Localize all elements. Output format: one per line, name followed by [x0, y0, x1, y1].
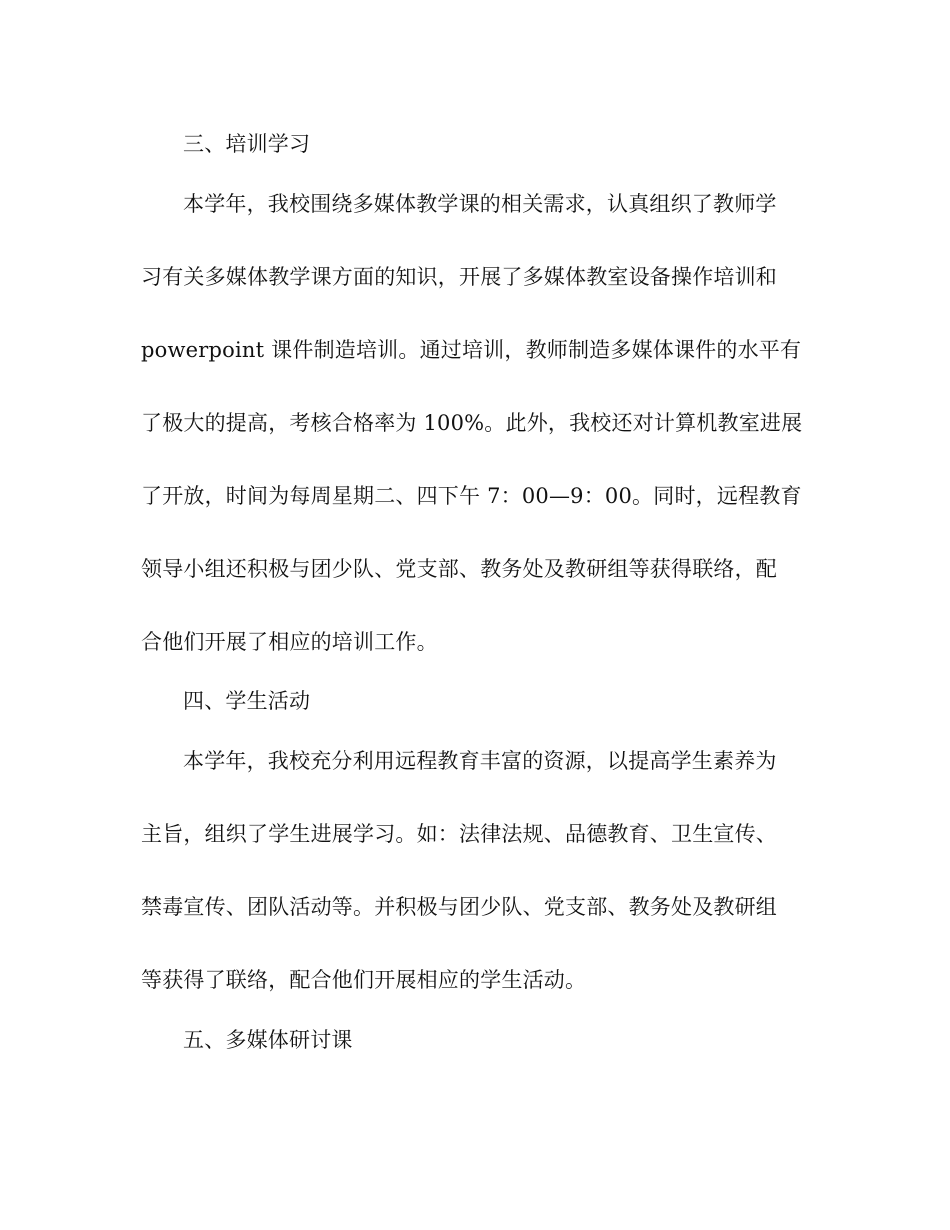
paragraph-line: 本学年，我校充分利用远程教育丰富的资源，以提高学生素养为 — [183, 749, 777, 773]
paragraph-line: 合他们开展了相应的培训工作。 — [141, 630, 438, 654]
heading-student-activities: 四、学生活动 — [183, 689, 311, 713]
paragraph-line: 主旨，组织了学生进展学习。如：法律法规、品德教育、卫生宣传、 — [141, 822, 777, 846]
paragraph-line: powerpoint 课件制造培训。通过培训，教师制造多媒体课件的水平有 — [141, 338, 802, 362]
heading-multimedia-seminar: 五、多媒体研讨课 — [183, 1028, 353, 1052]
paragraph-line: 了开放，时间为每周星期二、四下午 7：00—9：00。同时，远程教育 — [141, 484, 802, 508]
paragraph-line: 本学年，我校围绕多媒体教学课的相关需求，认真组织了教师学 — [183, 192, 777, 216]
paragraph-line: 习有关多媒体教学课方面的知识，开展了多媒体教室设备操作培训和 — [141, 265, 777, 289]
paragraph-line: 禁毒宣传、团队活动等。并积极与团少队、党支部、教务处及教研组 — [141, 895, 777, 919]
heading-training: 三、培训学习 — [183, 132, 311, 156]
paragraph-line: 领导小组还积极与团少队、党支部、教务处及教研组等获得联络，配 — [141, 557, 777, 581]
paragraph-line: 了极大的提高，考核合格率为 100%。此外，我校还对计算机教室进展 — [141, 411, 803, 435]
paragraph-line: 等获得了联络，配合他们开展相应的学生活动。 — [141, 968, 587, 992]
